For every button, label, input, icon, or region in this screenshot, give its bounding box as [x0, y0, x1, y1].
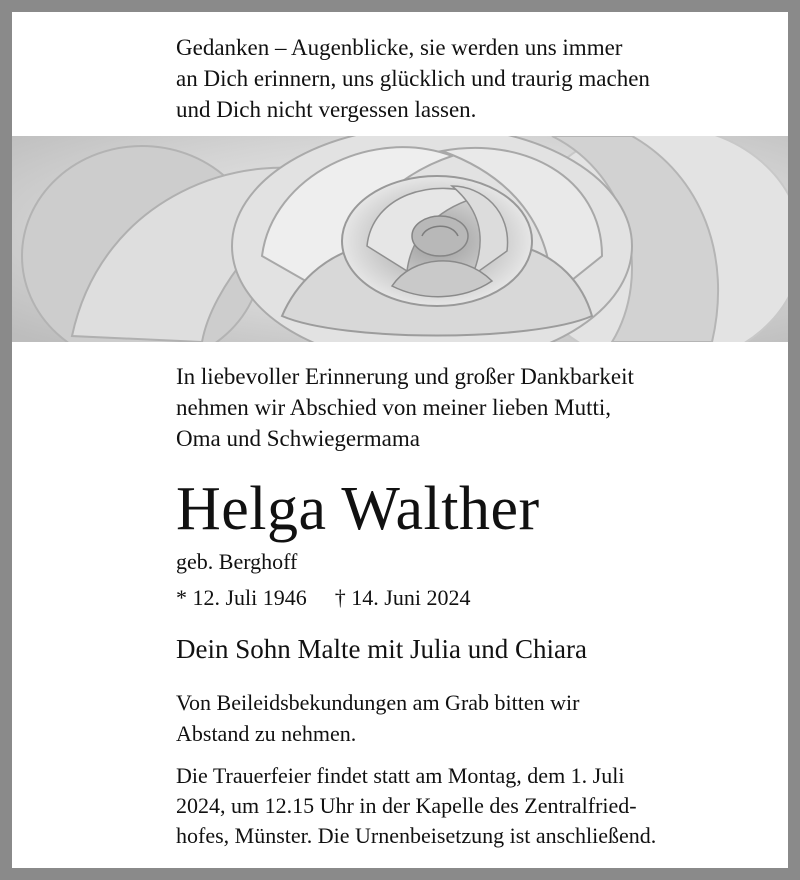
notice-line: hofes, Münster. Die Urnenbeisetzung ist anschließend. [176, 823, 657, 848]
ceremony-notice [176, 761, 656, 851]
notice-line: Abstand zu nehmen. [176, 721, 357, 746]
rose-image [12, 136, 788, 342]
intro-line: nehmen wir Abschied von meiner lieben Mutti, [176, 395, 611, 420]
poem-line: und Dich nicht vergessen lassen. [176, 97, 477, 122]
intro-line: Oma und Schwiegermama [176, 426, 420, 451]
memorial-poem [176, 32, 650, 125]
notice-line: Von Beileidsbekundungen am Grab bitten wir [176, 690, 580, 715]
notice-line: Die Trauerfeier findet statt am Montag, dem 1. Juli [176, 763, 625, 788]
condolence-notice [176, 687, 579, 749]
poem-line: an Dich erinnern, uns glücklich und traurig machen [176, 66, 650, 91]
life-dates [176, 584, 470, 612]
intro-text [176, 361, 634, 454]
death-date: † 14. Juni 2024 [334, 585, 471, 610]
rose-photo [12, 136, 788, 342]
intro-line: In liebevoller Erinnerung und großer Dankbarkeit [176, 364, 634, 389]
notice-line: 2024, um 12.15 Uhr in der Kapelle des Zentralfried- [176, 793, 637, 818]
deceased-name: Helga Walther [176, 475, 540, 543]
maiden-name: geb. Berghoff [176, 549, 298, 574]
family-signature: Dein Sohn Malte mit Julia und Chiara [176, 634, 587, 664]
poem-line: Gedanken – Augenblicke, sie werden uns immer [176, 35, 623, 60]
birth-date: * 12. Juli 1946 [176, 585, 307, 610]
